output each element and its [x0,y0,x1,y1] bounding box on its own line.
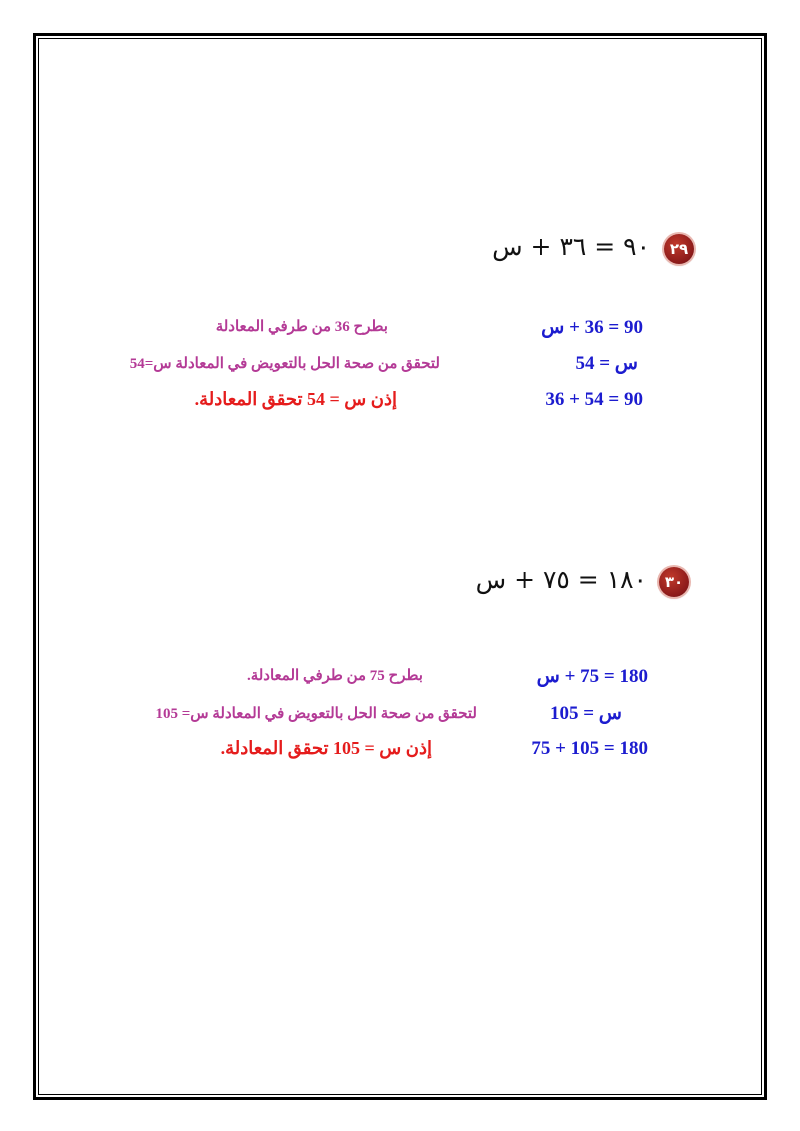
solution-step: 90 = 36 + س [541,317,643,338]
solution-step: 180 = 105 + 75 [531,738,648,759]
step-note: لتحقق من صحة الحل بالتعويض في المعادلة س=54 [129,356,440,372]
problem-equation: ٩٠ = ٣٦ + س [492,232,650,261]
page-border-inner [38,38,762,1095]
problem-number-badge: ٣٠ [659,567,689,597]
problem-equation: ١٨٠ = ٧٥ + س [475,565,647,594]
conclusion-text: إذن س = 54 تحقق المعادلة. [194,389,397,409]
step-note: بطرح 75 من طرفي المعادلة. [246,668,423,684]
solution-step: 90 = 54 + 36 [545,389,643,410]
solution-step: س = 54 [575,353,638,374]
step-note: بطرح 36 من طرفي المعادلة [215,319,388,335]
step-note: لتحقق من صحة الحل بالتعويض في المعادلة س= 105 [155,706,477,722]
solution-step: س = 105 [549,703,622,724]
solution-step: 180 = 75 + س [536,666,648,687]
conclusion-text: إذن س = 105 تحقق المعادلة. [220,738,432,758]
problem-number-badge: ٢٩ [664,234,694,264]
